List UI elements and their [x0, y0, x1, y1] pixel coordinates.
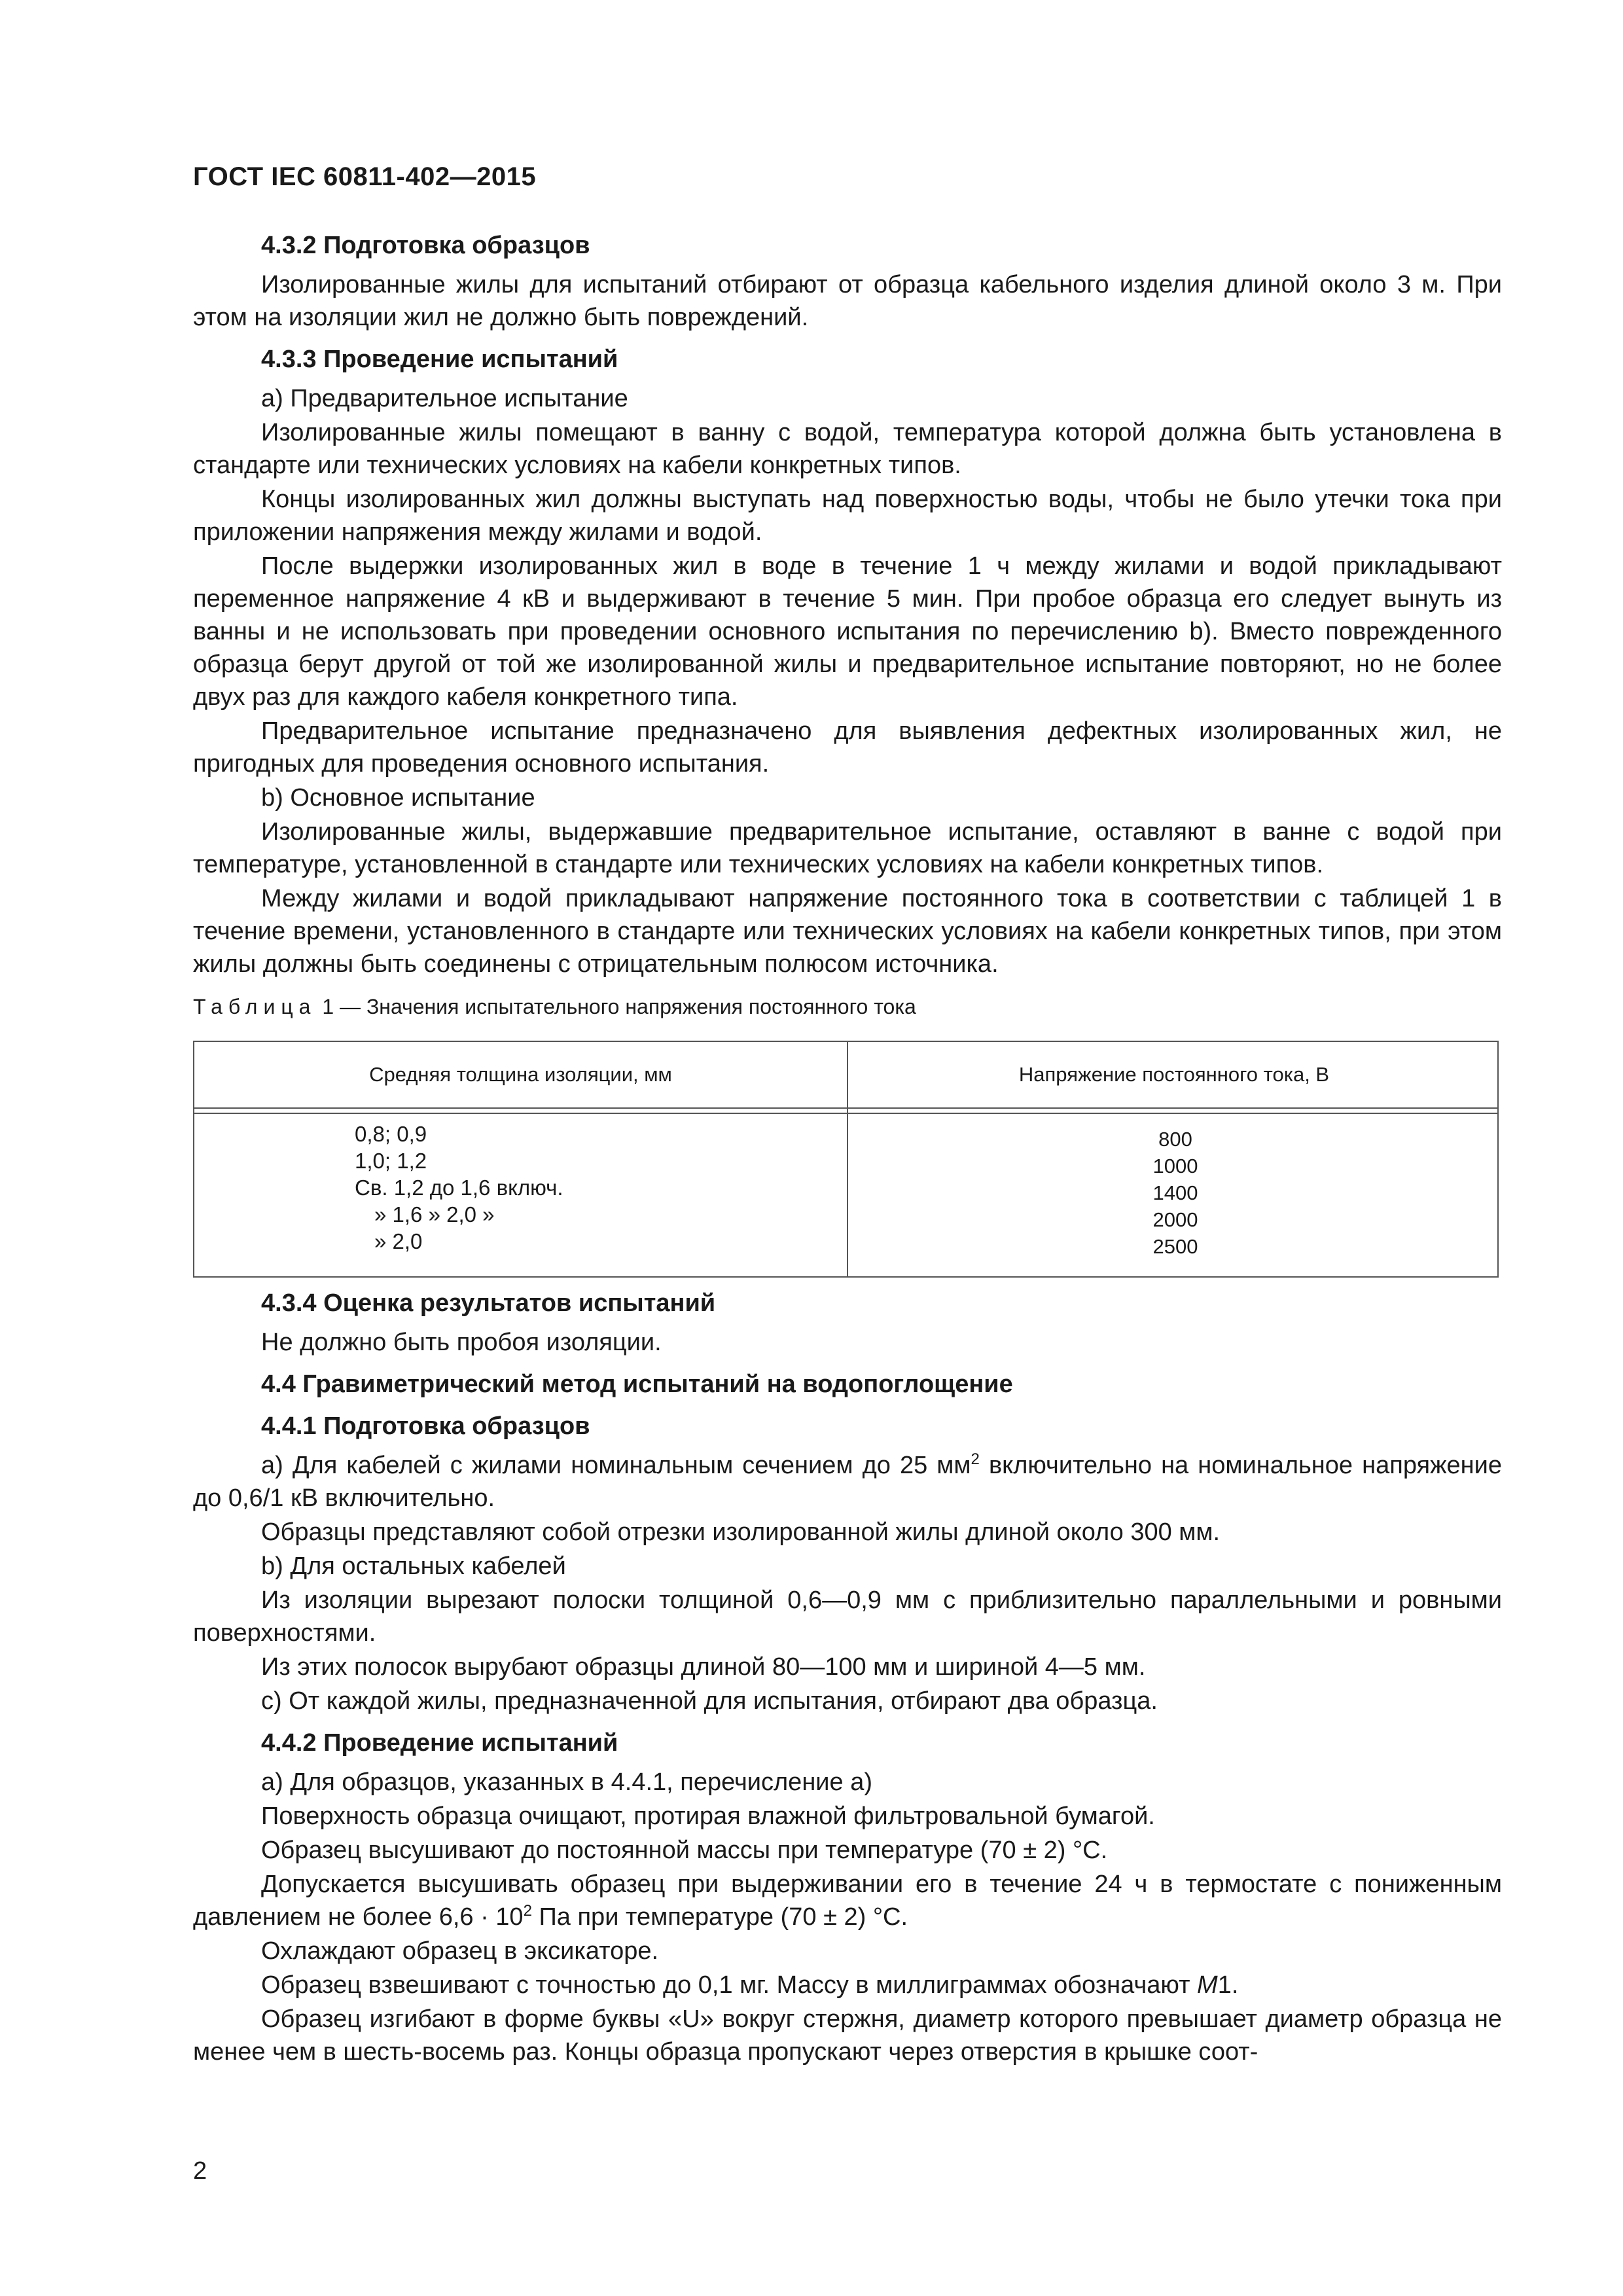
- paragraph: [193, 1449, 1502, 1515]
- text-span: Образец взвешивают с точностью до 0,1 мг. Массу в миллиграммах обозначают: [261, 1971, 1198, 1999]
- superscript: 2: [523, 1902, 532, 1920]
- table-caption-prefix: Таблица: [193, 995, 317, 1018]
- text-span: включительно на номинальное напряжение до 0,6/1 кВ включительно.: [193, 1452, 1502, 1512]
- table-divider: [194, 1113, 1497, 1114]
- table-cell: 1,0; 1,2: [355, 1149, 427, 1173]
- table-cell: » 1,6 » 2,0 »: [374, 1202, 495, 1227]
- paragraph: Изолированные жилы для испытаний отбирают от образца кабельного изделия длиной около 3 м. При этом на изоляции жил не должно быть повреждений.: [193, 271, 1502, 331]
- paragraph: Концы изолированных жил должны выступать над поверхностью воды, чтобы не было утечки тока при приложении напряжения между жилами и водой.: [193, 486, 1502, 546]
- table-cell: 0,8; 0,9: [355, 1122, 427, 1146]
- paragraph: Между жилами и водой прикладывают напряжение постоянного тока в соответствии с таблицей 1 в течение времени, установленного в стандарте или технических условиях на кабели конкретных типов, при этом жилы должны быть соединены с отрицательным полюсом источника.: [193, 885, 1502, 978]
- list-item-b: b) Для остальных кабелей: [261, 1552, 566, 1580]
- paragraph: Изолированные жилы, выдержавшие предварительное испытание, оставляют в ванне с водой при температуре, установленной в стандарте или технических условиях на кабели конкретных типов.: [193, 818, 1502, 878]
- table-column-voltage: [1143, 1126, 1208, 1260]
- page-number: 2: [193, 2157, 207, 2185]
- text-span: а) Для кабелей с жилами номинальным сечением до 25 мм: [261, 1452, 971, 1479]
- table-cell: Св. 1,2 до 1,6 включ.: [355, 1175, 563, 1200]
- paragraph: Образец изгибают в форме буквы «U» вокруг стержня, диаметр которого превышает диаметр образца не менее чем в шесть-восемь раз. Концы образца пропускают через отверстия в крышке соот-: [193, 2005, 1502, 2066]
- superscript: 2: [971, 1450, 980, 1468]
- paragraph: с) От каждой жилы, предназначенной для испытания, отбирают два образца.: [261, 1687, 1158, 1715]
- table-column-thickness: [355, 1121, 563, 1255]
- heading-4-3-4: 4.3.4 Оценка результатов испытаний: [261, 1289, 716, 1317]
- table-header-voltage: Напряжение постоянного тока, В: [1018, 1063, 1330, 1086]
- voltage-table: [193, 1041, 1499, 1278]
- paragraph: Изолированные жилы помещают в ванну с водой, температура которой должна быть установлена в стандарте или технических условиях на кабели конкретных типов.: [193, 419, 1502, 479]
- table-header-thickness: Средняя толщина изоляции, мм: [369, 1063, 672, 1086]
- heading-4-4-2: 4.4.2 Проведение испытаний: [261, 1729, 618, 1757]
- heading-4-4: 4.4 Гравиметрический метод испытаний на водопоглощение: [261, 1371, 1013, 1398]
- paragraph: Охлаждают образец в эксикаторе.: [261, 1937, 659, 1965]
- text-span: 1.: [1217, 1971, 1239, 1999]
- heading-4-3-2: 4.3.2 Подготовка образцов: [261, 232, 590, 259]
- paragraph: Не должно быть пробоя изоляции.: [261, 1329, 662, 1356]
- paragraph: Предварительное испытание предназначено для выявления дефектных изолированных жил, не пригодных для проведения основного испытания.: [193, 717, 1502, 778]
- paragraph: Образец высушивают до постоянной массы при температуре (70 ± 2) °С.: [261, 1837, 1108, 1864]
- table-caption-text: 1 — Значения испытательного напряжения постоянного тока: [316, 995, 916, 1018]
- list-item-a: а) Предварительное испытание: [261, 385, 628, 412]
- content-upper: [193, 229, 1502, 982]
- table-divider: [194, 1107, 1497, 1109]
- table-cell: 2500: [1152, 1235, 1198, 1258]
- table-cell: 1400: [1152, 1181, 1198, 1204]
- paragraph: Из этих полосок вырубают образцы длиной 80—100 мм и шириной 4—5 мм.: [261, 1653, 1146, 1681]
- table-caption: [193, 994, 916, 1020]
- document-code: ГОСТ IEC 60811-402—2015: [193, 162, 537, 191]
- heading-4-3-3: 4.3.3 Проведение испытаний: [261, 346, 618, 373]
- table-cell: » 2,0: [374, 1229, 423, 1253]
- text-span: Па при температуре (70 ± 2) °С.: [531, 1903, 908, 1931]
- table-cell: 1000: [1152, 1155, 1198, 1177]
- paragraph: Из изоляции вырезают полоски толщиной 0,6—0,9 мм с приблизительно параллельными и ровными поверхностями.: [193, 1587, 1502, 1647]
- paragraph: [193, 1969, 1502, 2001]
- paragraph: Образцы представляют собой отрезки изолированной жилы длиной около 300 мм.: [261, 1518, 1221, 1546]
- mass-symbol: М: [1197, 1971, 1218, 1999]
- list-item-a: а) Для образцов, указанных в 4.4.1, перечисление а): [261, 1768, 873, 1796]
- text-span: Допускается высушивать образец при выдерживании его в течение 24 ч в термостате с пониженным давлением не более 6,6 · 10: [193, 1871, 1502, 1931]
- heading-4-4-1: 4.4.1 Подготовка образцов: [261, 1412, 590, 1440]
- table-cell: 2000: [1152, 1208, 1198, 1231]
- table-cell: 800: [1158, 1128, 1192, 1151]
- list-item-b: b) Основное испытание: [261, 784, 535, 812]
- paragraph: [193, 1868, 1502, 1933]
- paragraph: После выдержки изолированных жил в воде в течение 1 ч между жилами и водой прикладывают переменное напряжение 4 кВ и выдерживают в течение 5 мин. При пробое образца его следует вынуть из ванны и не использовать при проведении основного испытания по перечислению b). Вместо поврежденного образца берут другой от той же изолированной жилы и предварительное испытание повторяют, но не более двух раз для каждого кабеля конкретного типа.: [193, 552, 1502, 711]
- paragraph: Поверхность образца очищают, протирая влажной фильтровальной бумагой.: [261, 1803, 1155, 1830]
- content-lower: [193, 1287, 1502, 2070]
